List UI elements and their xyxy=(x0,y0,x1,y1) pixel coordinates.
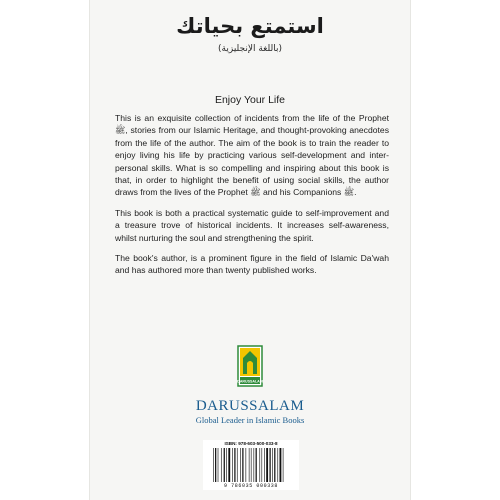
blurb-paragraph-2: This book is both a practical systematic guide to self-improvement and a treasure trove of historical incidents. It increases self-awareness, whilst nurturing the soul and strengthening the spirit. xyxy=(115,207,389,243)
darussalam-logo-icon xyxy=(237,345,263,387)
book-back-cover xyxy=(90,0,410,500)
logo-text: DARUSSALAM xyxy=(237,379,263,384)
english-title: Enjoy Your Life xyxy=(214,94,286,106)
isbn-label: ISBN: 978-603-500-033-8 xyxy=(224,441,278,446)
publisher-name: DARUSSALAM xyxy=(195,398,305,414)
barcode-number: 9 786035 000338 xyxy=(223,483,278,489)
publisher-tagline: Global Leader in Islamic Books xyxy=(195,415,305,425)
barcode-panel xyxy=(203,440,299,490)
blurb-paragraph-1: This is an exquisite collection of incidents from the life of the Prophet ﷺ, stories from our Islamic Heritage, and thought-provoking anecdotes from the life of the author. The aim of the book is to train the reader to enjoy living his life by practicing various self-development and inter-personal skills. What is so compelling and inspiring about this book is that, in order to highlight the benefit of using social skills, the author draws from the lives of the Prophet ﷺ and his Companions ﷺ. xyxy=(115,113,389,198)
arabic-subtitle: (باللغة الإنجليزية) xyxy=(218,44,282,54)
barcode-icon xyxy=(213,448,293,482)
blurb xyxy=(115,112,389,285)
blurb-paragraph-3: The book's author, is a prominent figure in the field of Islamic Da'wah and has authored more than twenty published works. xyxy=(115,253,389,276)
arabic-title: استمتع بحياتك xyxy=(176,14,324,38)
